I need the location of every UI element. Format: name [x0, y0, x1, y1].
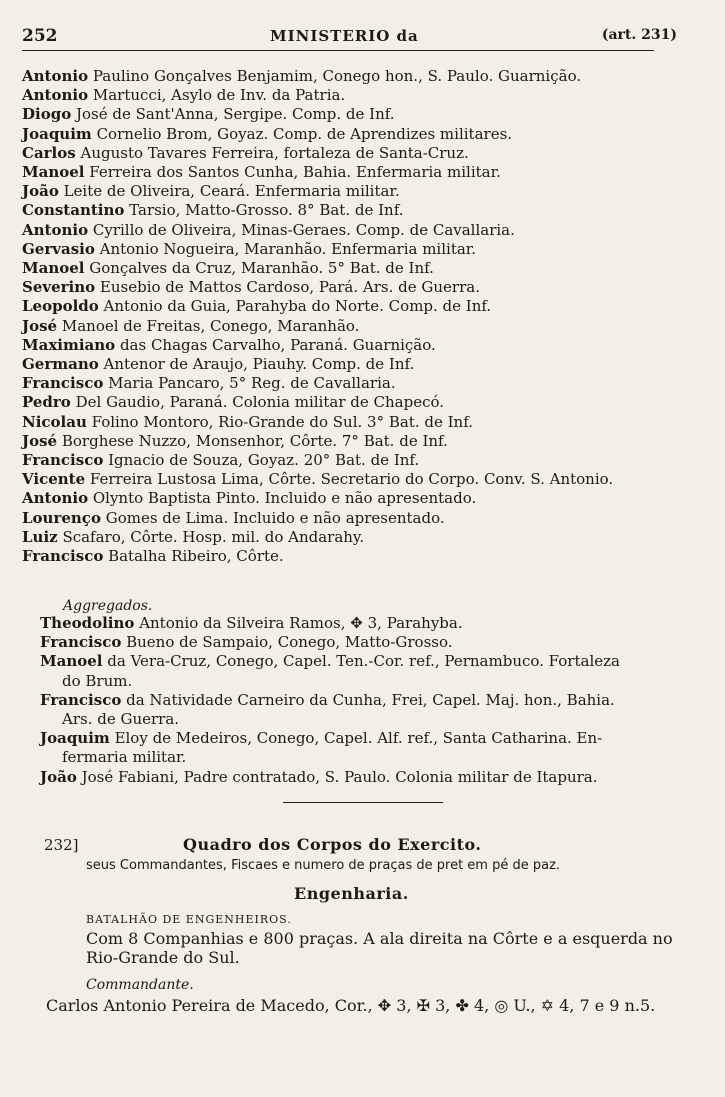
entry-details: das Chagas Carvalho, Paraná. Guarnição. — [115, 335, 436, 354]
entry-first-name: Manoel — [22, 163, 85, 181]
name-entry — [22, 355, 414, 374]
name-entry — [22, 125, 512, 144]
name-entry — [22, 451, 419, 470]
entry-first-name: Theodolino — [40, 614, 135, 632]
entry-first-name: Germano — [22, 355, 99, 373]
name-entry — [22, 67, 581, 86]
entry-details: Batalha Ribeiro, Côrte. — [103, 547, 284, 565]
entry-first-name: Joaquim — [40, 729, 110, 748]
name-entry — [22, 240, 476, 259]
entry-details: Augusto Tavares Ferreira, fortaleza de Santa-Cruz. — [75, 143, 469, 162]
entry-details: da Vera-Cruz, Conego, Capel. Ten.-Cor. ref., Pernambuco. Fortaleza — [102, 652, 620, 671]
entry-details: Cyrillo de Oliveira, Minas-Geraes. Comp. de Cavallaria. — [88, 220, 515, 239]
section-number: 232] — [44, 836, 79, 854]
entry-first-name: Lourenço — [22, 508, 101, 527]
entry-first-name: Vicente — [22, 470, 86, 489]
entry-details: Eloy de Medeiros, Conego, Capel. Alf. ref., Santa Catharina. En- — [109, 729, 603, 748]
entry-first-name: Francisco — [22, 374, 104, 393]
name-entry — [22, 336, 436, 355]
name-entry — [22, 221, 515, 240]
entry-first-name: João — [22, 182, 59, 201]
running-title: MINISTERIO da — [270, 27, 419, 45]
entry-first-name: Antonio — [22, 67, 89, 85]
entry-first-name: Antonio — [22, 489, 89, 508]
entry-details: Antonio da Guia, Parahyba do Norte. Comp. de Inf. — [98, 297, 492, 316]
entry-first-name: Leopoldo — [22, 297, 99, 316]
entry-details: Ferreira Lustosa Lima, Côrte. Secretario do Corpo. Conv. S. Antonio. — [85, 470, 614, 489]
entry-details: Ferreira dos Santos Cunha, Bahia. Enfermaria militar. — [84, 163, 501, 181]
entry-details: Cornelio Brom, Goyaz. Comp. de Aprendizes militares. — [91, 124, 513, 143]
entry-details: José Fabiani, Padre contratado, S. Paulo. Colonia militar de Itapura. — [76, 767, 598, 786]
section-subtitle: seus Commandantes, Fiscaes e numero de praças de pret em pé de paz. — [86, 858, 561, 873]
entry-details: Tarsio, Matto-Grosso. 8° Bat. de Inf. — [124, 201, 404, 220]
battalion-text-line-2: Rio-Grande do Sul. — [86, 948, 240, 967]
name-entry — [22, 413, 473, 432]
battalion-heading: BATALHÃO DE ENGENHEIROS. — [86, 913, 292, 926]
entry-details: da Natividade Carneiro da Cunha, Frei, Capel. Maj. hon., Bahia. — [121, 690, 615, 709]
entry-first-name: Manoel — [22, 259, 85, 277]
entry-details: Manoel de Freitas, Conego, Maranhão. — [57, 316, 360, 335]
name-entry — [40, 768, 598, 787]
page-header — [22, 26, 677, 46]
entry-first-name: Constantino — [22, 201, 125, 220]
name-entry — [22, 297, 491, 316]
entry-details: José de Sant'Anna, Sergipe. Comp. de Inf. — [71, 105, 395, 124]
entry-first-name: José — [22, 431, 58, 450]
header-rule — [22, 50, 654, 51]
name-entry — [40, 652, 620, 671]
entry-first-name: Luiz — [22, 527, 58, 546]
entry-first-name: Nicolau — [22, 412, 87, 431]
entry-details: Ignacio de Souza, Goyaz. 20° Bat. de Inf. — [103, 451, 420, 469]
name-entry — [22, 163, 501, 182]
entry-details: do Brum. — [62, 671, 133, 690]
entry-first-name: Manoel — [40, 652, 103, 671]
aggregados-heading: Aggregados. — [63, 598, 153, 614]
entry-first-name: Francisco — [40, 690, 122, 709]
name-entry — [40, 633, 453, 652]
section-title: Quadro dos Corpos do Exercito. — [183, 835, 482, 854]
name-entry — [40, 691, 615, 710]
entry-details: Maria Pancaro, 5° Reg. de Cavallaria. — [103, 374, 396, 393]
entry-details: fermaria militar. — [62, 748, 187, 767]
name-entry — [22, 489, 476, 508]
name-entry — [22, 317, 359, 336]
entry-details: Gomes de Lima. Incluido e não apresentado. — [100, 508, 445, 527]
entry-details: Ars. de Guerra. — [62, 710, 180, 728]
commandante-heading: Commandante. — [86, 977, 194, 993]
name-entry — [22, 278, 480, 297]
entry-first-name: Pedro — [22, 393, 71, 412]
commandante-entry: Carlos Antonio Pereira de Macedo, Cor., ✥ 3, ✠ 3, ✤ 4, ◎ U., ✡ 4, 7 e 9 n.5. — [46, 996, 656, 1015]
entry-first-name: Antonio — [22, 220, 89, 239]
entry-details: Bueno de Sampaio, Conego, Matto-Grosso. — [121, 633, 453, 652]
entry-details: Antenor de Araujo, Piauhy. Comp. de Inf. — [98, 355, 415, 373]
section-subheading: Engenharia. — [294, 884, 409, 903]
entry-details: Olynto Baptista Pinto. Incluido e não apresentado. — [88, 489, 477, 508]
name-entry — [22, 144, 469, 163]
entry-first-name: Antonio — [22, 86, 89, 105]
name-entry — [22, 393, 444, 412]
name-entry — [22, 182, 400, 201]
entry-details: Martucci, Asylo de Inv. da Patria. — [88, 86, 346, 105]
entry-details: Folino Montoro, Rio-Grande do Sul. 3° Bat. de Inf. — [86, 412, 473, 431]
entry-details: Del Gaudio, Paraná. Colonia militar de Chapecó. — [70, 393, 445, 412]
entry-details: Borghese Nuzzo, Monsenhor, Côrte. 7° Bat. de Inf. — [57, 431, 448, 450]
section-divider — [283, 802, 443, 803]
entry-details: Scafaro, Côrte. Hosp. mil. do Andarahy. — [57, 527, 365, 546]
entry-details: Leite de Oliveira, Ceará. Enfermaria militar. — [58, 182, 400, 201]
name-entry — [22, 432, 448, 451]
entry-first-name: Gervasio — [22, 239, 95, 258]
entry-first-name: Francisco — [40, 633, 122, 652]
entry-first-name: Francisco — [22, 451, 104, 469]
entry-details: Antonio Nogueira, Maranhão. Enfermaria militar. — [94, 239, 477, 258]
name-entry — [22, 374, 396, 393]
entry-first-name: Maximiano — [22, 335, 116, 354]
name-entry — [40, 614, 463, 633]
name-entry — [22, 259, 434, 278]
entry-first-name: Carlos — [22, 143, 76, 162]
name-entry — [22, 86, 345, 105]
article-reference: (art. 231) — [601, 27, 677, 43]
entry-first-name: Joaquim — [22, 124, 92, 143]
name-entry — [40, 729, 602, 748]
entry-first-name: João — [40, 767, 77, 786]
name-entry — [22, 105, 395, 124]
entry-first-name: Diogo — [22, 105, 72, 124]
entry-details: Antonio da Silveira Ramos, ✥ 3, Parahyba. — [134, 614, 463, 632]
battalion-text-line-1: Com 8 Companhias e 800 praças. A ala direita na Côrte e a esquerda no — [86, 929, 673, 948]
name-entry — [62, 672, 132, 691]
name-entry — [22, 470, 613, 489]
name-entry — [22, 201, 403, 220]
name-entry — [22, 509, 445, 528]
entry-first-name: Severino — [22, 278, 96, 297]
name-entry — [22, 528, 364, 547]
name-entry — [22, 547, 284, 566]
entry-details: Paulino Gonçalves Benjamim, Conego hon., S. Paulo. Guarnição. — [88, 67, 582, 85]
entry-first-name: Francisco — [22, 547, 104, 565]
page-number: 252 — [22, 26, 58, 46]
name-entry — [62, 748, 186, 767]
entry-details: Gonçalves da Cruz, Maranhão. 5° Bat. de Inf. — [84, 259, 434, 277]
name-entry — [62, 710, 179, 729]
entry-details: Eusebio de Mattos Cardoso, Pará. Ars. de Guerra. — [95, 278, 480, 297]
entry-first-name: José — [22, 316, 58, 335]
